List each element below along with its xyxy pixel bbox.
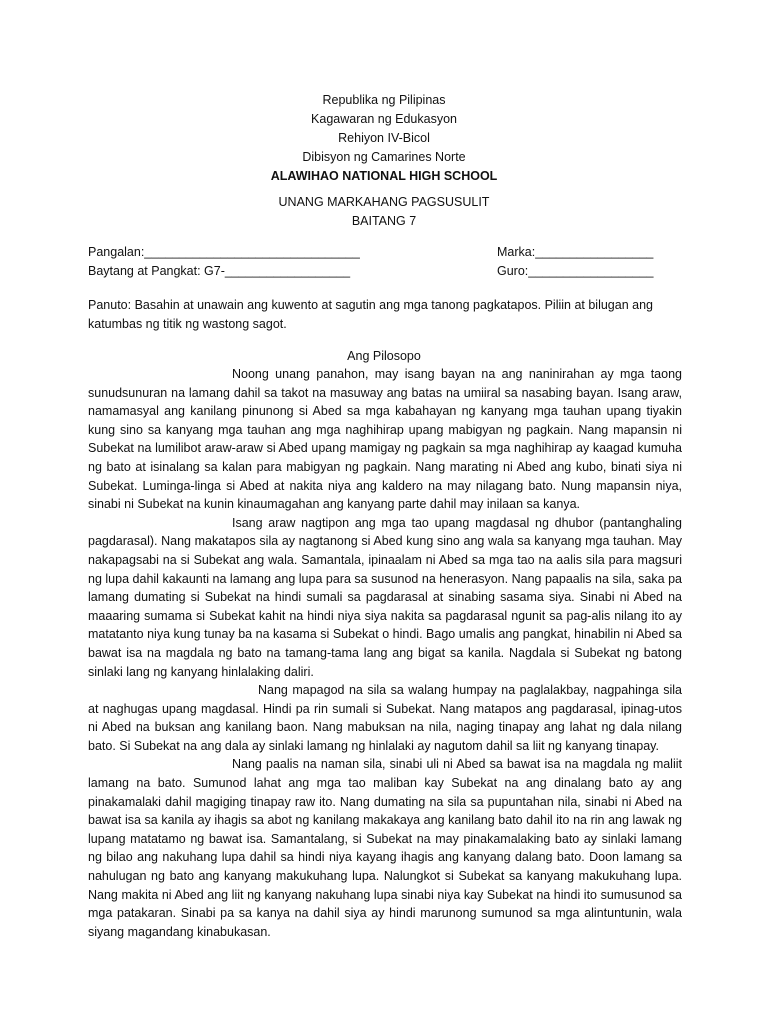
exam-title: UNANG MARKAHANG PAGSUSULIT: [278, 195, 490, 209]
story-paragraph: Nang paalis na naman sila, sinabi uli ni Abed sa bawat isa na magdala ng maliit lamang na bato. Sumunod lahat ang mga tao maliban kay Subekat na ang dinalang bato ay ang pinakamalaki dahil magiging tinapay raw ito. Nang dumating na sila sa pupuntahan nila, sinabi ni Abed na bawat isa sa kanila ay ihagis sa abot ng kanilang makakaya ang kanilang bato dahil ito na rin ang lawak ng lupang matatamo ng bawat isa. Samantalang, si Subekat na may pinakamalaking bato ay sinlaki lamang ng bilao ang nakuhang lupa dahil sa hindi niya kayang ihagis ang kanyang dalang bato. Doon lamang sa nahulugan ng bato ang kanyang makukuhang lupa. Nalungkot si Subekat sa kanyang makukuhang lupa. Nang makita ni Abed ang liit ng kanyang nakuhang lupa sinabi niya kay Subekat na hindi ito sumusunod sa mga patakaran. Sinabi pa sa kanya na dahil siya ay hindi marunong sumunod sa mga alintuntunin, wala siyang magandang kinabukasan.: [88, 757, 682, 939]
story-title: Ang Pilosopo: [347, 349, 421, 363]
fields-row-2: [88, 262, 688, 281]
score-field[interactable]: Marka:_________________: [497, 245, 654, 259]
exam-grade: BAITANG 7: [351, 214, 417, 228]
school-header: [0, 91, 768, 186]
fields-row-1: [88, 243, 688, 262]
name-field[interactable]: Pangalan:_______________________________: [88, 245, 360, 259]
story-paragraph: Noong unang panahon, may isang bayan na ang naninirahan ay mga taong sunudsunuran na lamang dahil sa takot na masuway ang batas na umiiral sa nasabing bayan. Isang araw, namamasyal ang kanilang pinunong si Abed sa mga kabahayan ng kanyang mga tauhan upang tiyakin kung sino sa kanyang mga tauhan ang mga naghihirap upang mabigyan ng pagkain. Nang mapansin ni Subekat na lumilibot araw-araw si Abed upang mamigay ng pagkain sa mga naghihirap ay kaagad kumuha ng bato at isinalang sa kalan para mabigyan ng pagkain. Nang marating ni Abed ang kubo, binati siya ni Subekat. Luminga-linga si Abed at nakita niya ang kaldero na may nilagang bato. Nung mapansin niya, sinabi ni Subekat na kunin kinaumagahan ang kanyang parte dahil may inilaan sa kanya.: [88, 367, 682, 512]
section-field[interactable]: Baytang at Pangkat: G7-__________________: [88, 264, 351, 278]
header-department: Kagawaran ng Edukasyon: [311, 112, 457, 126]
school-name: ALAWIHAO NATIONAL HIGH SCHOOL: [270, 169, 498, 183]
header-republic: Republika ng Pilipinas: [322, 93, 446, 107]
exam-heading: [0, 193, 768, 231]
story-paragraph: Nang mapagod na sila sa walang humpay na paglalakbay, nagpahinga sila at naghugas upang magdasal. Hindi pa rin sumali si Subekat. Nang matapos ang pagdarasal, ipinag-utos ni Abed na buksan ang kanilang baon. Nang mabuksan na nila, naging tinapay ang lahat ng dala nilang bato. Si Subekat na ang dala ay sinlaki lamang ng hinlalaki ay nagutom dahil sa liit ng kanyang tinapay.: [88, 683, 682, 753]
instructions: Panuto: Basahin at unawain ang kuwento at sagutin ang mga tanong pagkatapos. Piliin at bilugan ang katumbas ng titik ng wastong sagot.: [88, 298, 653, 331]
header-region: Rehiyon IV-Bicol: [338, 131, 430, 145]
teacher-field[interactable]: Guro:__________________: [497, 264, 654, 278]
story-body: [88, 365, 682, 941]
header-division: Dibisyon ng Camarines Norte: [302, 150, 466, 164]
student-info-fields: [88, 243, 688, 281]
story-paragraph: Isang araw nagtipon ang mga tao upang magdasal ng dhubor (pantanghaling pagdarasal). Nang makatapos sila ay nagtanong si Abed kung sino ang wala sa kanyang mga tauhan. May nakapagsabi na si Subekat ang wala. Samantala, ipinaalam ni Abed sa mga tao na aalis sila para magsuri ng lupa dahil kakaunti na lamang ang lupa para sa susunod na henerasyon. Nang papaalis na sila, saka pa lamang dumating si Subekat na hindi sumali sa pagdarasal at sinabing sasama siya. Sinabi ni Abed na maaaring sumama si Subekat kahit na hindi niya siya nakita sa pagdarasal ngunit sa pag-alis nilang ito ay matatanto niya kung tunay ba na kasama si Subekat o hindi. Bago umalis ang pangkat, hinabilin ni Abed sa bawat isa na magdala ng bato na tamang-tama lang ang bigat sa kanila. Nagdala si Subekat ng batong sinlaki lang ng kanyang hinlalaking daliri.: [88, 515, 682, 679]
